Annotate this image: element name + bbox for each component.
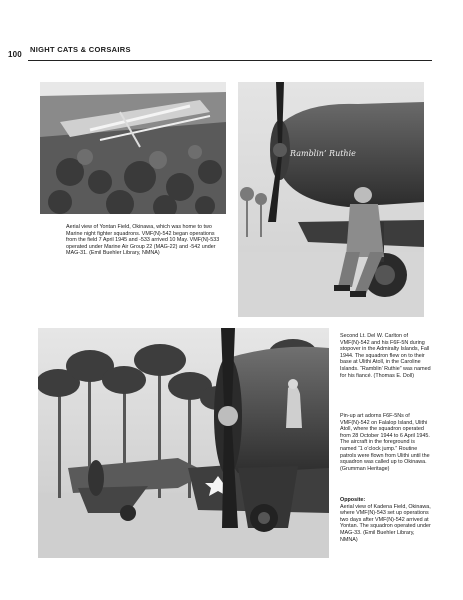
running-head: NIGHT CATS & CORSAIRS [30,45,131,54]
photo-yontan-aerial [40,82,226,214]
caption-yontan [66,224,226,257]
caption-kadena [340,497,432,543]
caption-kadena-lead: Opposite: [340,497,366,503]
caption-carlton [340,333,432,379]
caption-pinup-text: Pin-up art adorns F6F-5Ns of VMF(N)-542 on Falalop Island, Ulithi Atoll, where the squadron operated from 28 October 1944 to 6 April 1945. The aircraft in the foreground is named “1 o’clock jump.” Routine patrols were flown from Ulithi until the squadron was called up to Okinawa. (Grumman Heritage) [340,413,430,472]
header-rule [28,60,432,61]
caption-kadena-text: Aerial view of Kadena Field, Okinawa, where VMF(N)-543 set up operations two days after VMF(N)-542 arrived at Yontan. The squadron operated under MAG-33. (Emil Buehler Library, NMNA) [340,503,431,543]
nose-art-ramblin: Ramblin’ Ruthie [290,149,356,158]
caption-yontan-text: Aerial view of Yontan Field, Okinawa, which was home to two Marine night fighter squadrons. VMF(N)-542 began operations from the field 7 April 1945 and -533 arrived 10 May. VMF(N)-533 operated under Marine Air Group 22 (MAG-22) and -542 under MAG-31. (Emil Buehler Library, NMNA) [66,224,220,257]
photo-carlton-f6f [238,82,424,317]
caption-carlton-text: Second Lt. Del W. Carlton of VMF(N)-542 and his F6F-5N during stopover in the Admiralty Islands, Fall 1944. The squadron flew on to their base at Ulithi Atoll, in the Caroline Islands. “Ramblin’ Ruthie” was named for his fiancé. (Thomas E. Doll) [340,333,431,379]
caption-pinup [340,413,432,472]
page-number: 100 [8,50,22,59]
photo-falalop-f6f [38,328,329,558]
